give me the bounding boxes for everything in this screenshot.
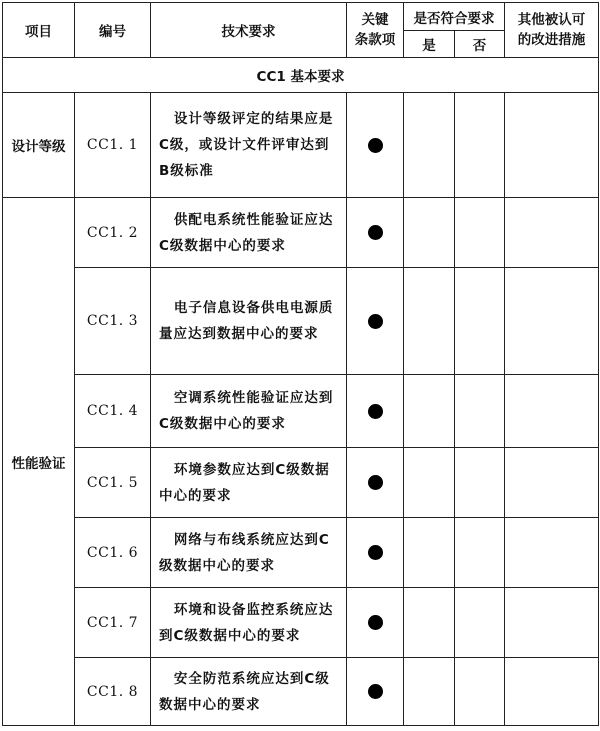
header-yes: 是: [404, 31, 455, 58]
no-cell: [455, 375, 505, 448]
header-requirement: 技术要求: [151, 3, 347, 58]
other-measures-cell: [505, 518, 599, 588]
row-requirement-text: 电子信息设备供电电源质量应达到数据中心的要求: [159, 300, 334, 342]
row-code: CC1. 6: [75, 518, 151, 588]
row-requirement: [151, 658, 347, 726]
yes-cell: [404, 518, 455, 588]
no-cell: [455, 588, 505, 658]
header-other-line1: 其他被认可: [517, 12, 586, 28]
key-clause-cell: [347, 588, 404, 658]
row-requirement: [151, 518, 347, 588]
key-clause-dot-icon: [368, 314, 383, 329]
header-compliance: 是否符合要求: [404, 3, 505, 31]
header-code: 编号: [75, 3, 151, 58]
key-clause-cell: [347, 518, 404, 588]
row-requirement: [151, 268, 347, 375]
other-measures-cell: [505, 658, 599, 726]
row-requirement-text: 设计等级评定的结果应是C级，或设计文件评审达到B级标准: [159, 111, 334, 179]
key-clause-dot-icon: [368, 404, 383, 419]
row-requirement-text: 安全防范系统应达到C级数据中心的要求: [159, 670, 330, 713]
row-code: CC1. 1: [75, 93, 151, 198]
group-name-performance: 性能验证: [3, 198, 75, 726]
row-requirement: [151, 375, 347, 448]
requirements-table: [2, 2, 599, 726]
other-measures-cell: [505, 448, 599, 518]
key-clause-dot-icon: [368, 684, 383, 699]
header-other-line2: 的改进措施: [517, 32, 586, 48]
header-key-clause-line1: 关键: [361, 12, 389, 28]
key-clause-cell: [347, 375, 404, 448]
key-clause-dot-icon: [368, 138, 383, 153]
other-measures-cell: [505, 375, 599, 448]
row-code: CC1. 7: [75, 588, 151, 658]
key-clause-dot-icon: [368, 475, 383, 490]
yes-cell: [404, 588, 455, 658]
yes-cell: [404, 268, 455, 375]
key-clause-dot-icon: [368, 615, 383, 630]
key-clause-cell: [347, 93, 404, 198]
yes-cell: [404, 448, 455, 518]
no-cell: [455, 448, 505, 518]
row-requirement-text: 供配电系统性能验证应达C级数据中心的要求: [159, 211, 334, 254]
row-code: CC1. 5: [75, 448, 151, 518]
row-code: CC1. 3: [75, 268, 151, 375]
other-measures-cell: [505, 198, 599, 268]
key-clause-dot-icon: [368, 545, 383, 560]
header-key-clause: [347, 3, 404, 58]
row-requirement: [151, 448, 347, 518]
key-clause-cell: [347, 268, 404, 375]
row-requirement: [151, 588, 347, 658]
yes-cell: [404, 658, 455, 726]
no-cell: [455, 268, 505, 375]
row-code: CC1. 4: [75, 375, 151, 448]
no-cell: [455, 93, 505, 198]
row-requirement-text: 环境参数应达到C级数据中心的要求: [159, 461, 330, 504]
row-requirement: [151, 93, 347, 198]
header-other-measures: [505, 3, 599, 58]
no-cell: [455, 198, 505, 268]
row-requirement: [151, 198, 347, 268]
yes-cell: [404, 375, 455, 448]
no-cell: [455, 658, 505, 726]
key-clause-cell: [347, 198, 404, 268]
other-measures-cell: [505, 588, 599, 658]
section-title: CC1 基本要求: [3, 58, 599, 93]
key-clause-cell: [347, 448, 404, 518]
yes-cell: [404, 198, 455, 268]
row-code: CC1. 8: [75, 658, 151, 726]
header-key-clause-line2: 条款项: [354, 32, 396, 48]
header-item: 项目: [3, 3, 75, 58]
other-measures-cell: [505, 93, 599, 198]
no-cell: [455, 518, 505, 588]
row-requirement-text: 网络与布线系统应达到C级数据中心的要求: [159, 531, 330, 574]
row-requirement-text: 环境和设备监控系统应达到C级数据中心的要求: [159, 601, 334, 644]
row-requirement-text: 空调系统性能验证应达到C级数据中心的要求: [159, 390, 334, 432]
yes-cell: [404, 93, 455, 198]
group-name-design: 设计等级: [3, 93, 75, 198]
key-clause-cell: [347, 658, 404, 726]
other-measures-cell: [505, 268, 599, 375]
key-clause-dot-icon: [368, 225, 383, 240]
row-code: CC1. 2: [75, 198, 151, 268]
header-no: 否: [455, 31, 505, 58]
